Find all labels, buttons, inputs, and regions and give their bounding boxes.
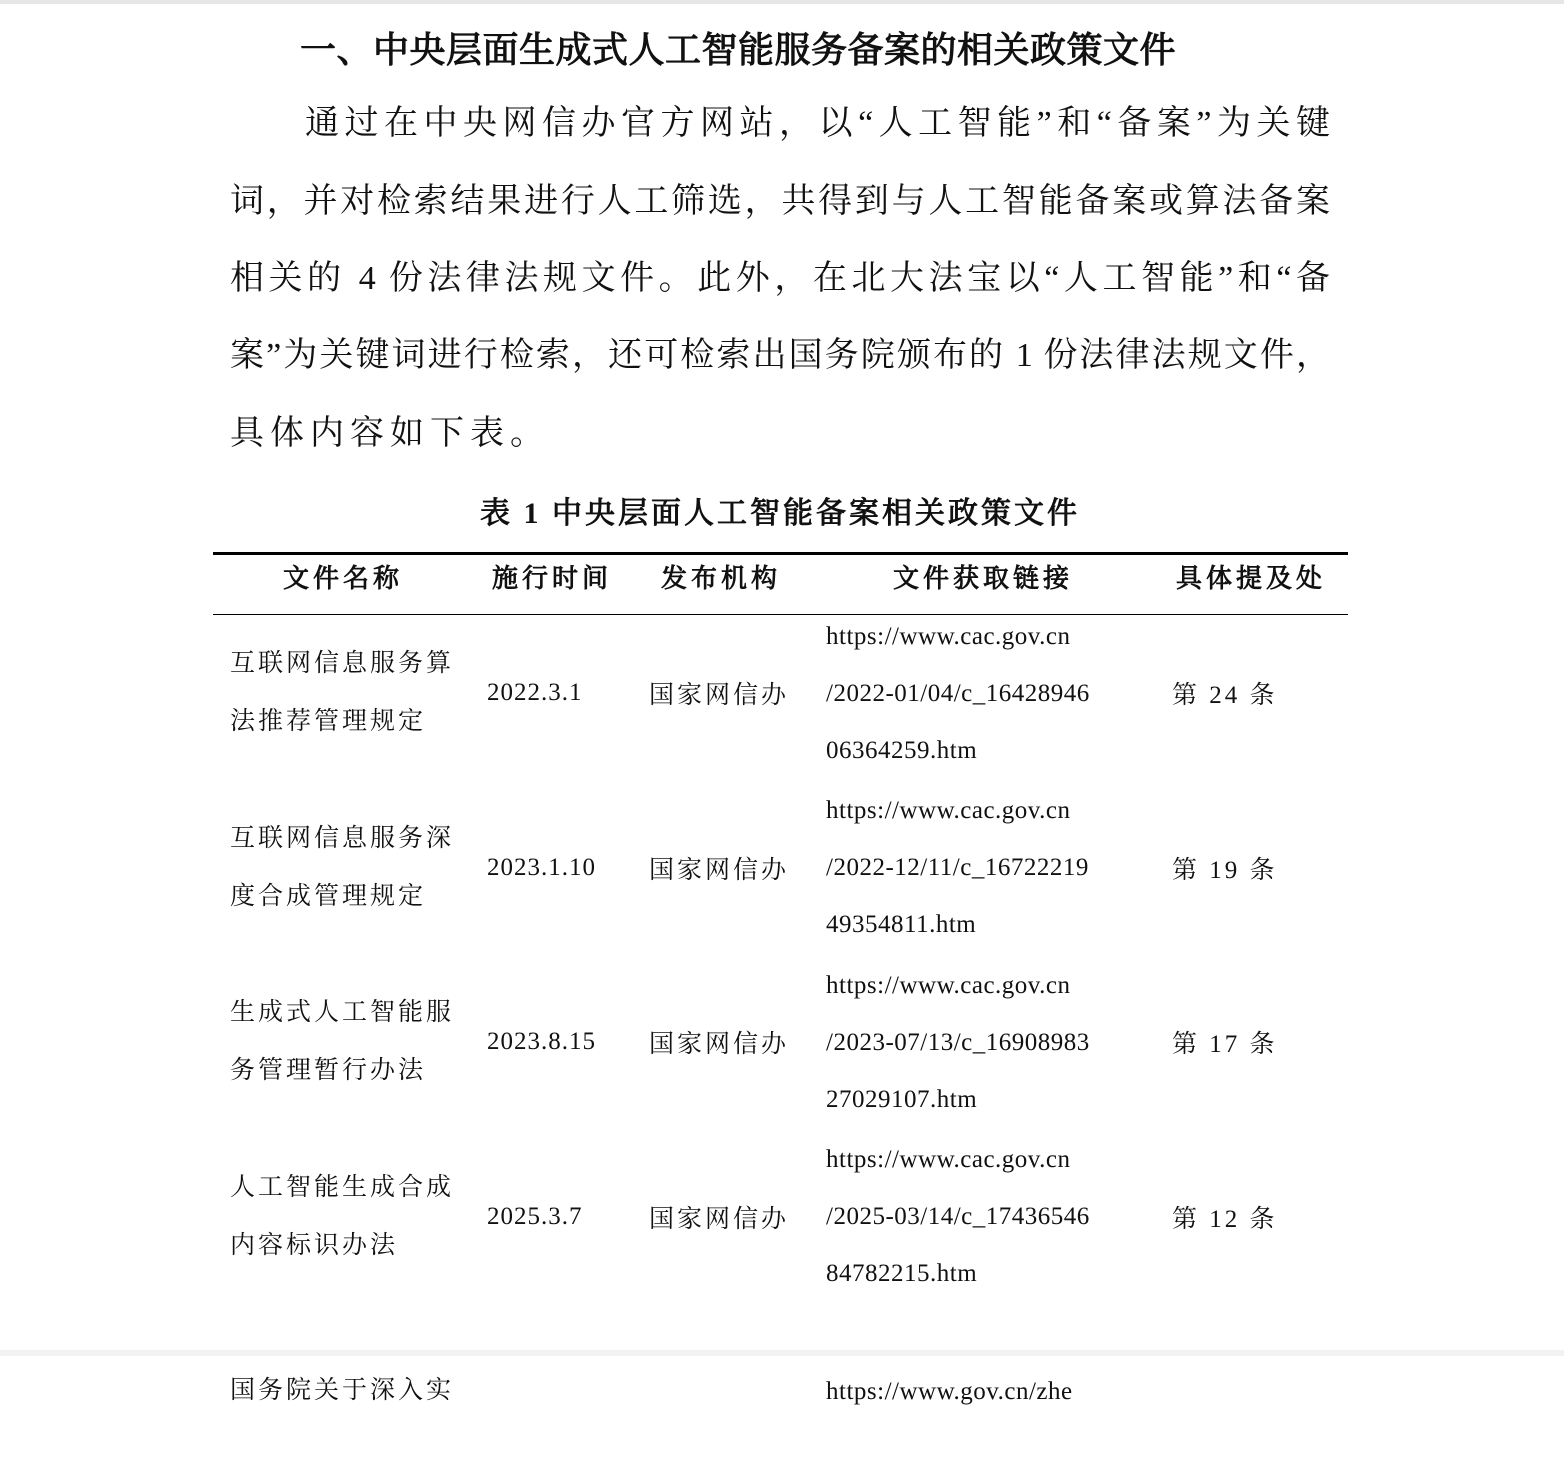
paragraph-line: 词，并对检索结果进行人工筛选，共得到与人工智能备案或算法备案	[230, 183, 1330, 220]
file-name-cell	[230, 1130, 470, 1304]
paragraph-line: 案”为关键词进行检索，还可检索出国务院颁布的 1 份法律法规文件，	[230, 337, 1330, 374]
table-top-rule	[213, 552, 1348, 555]
file-name-cell-line: 互联网信息服务深	[230, 824, 455, 852]
issuer-cell	[649, 955, 789, 1129]
date-cell	[487, 781, 596, 955]
issuer-cell	[649, 606, 789, 780]
link-cell-line: 49354811.htm	[826, 911, 977, 938]
section-heading: 一、中央层面生成式人工智能服务备案的相关政策文件	[300, 29, 1177, 70]
date-cell	[487, 606, 583, 780]
file-name-cell	[230, 606, 470, 780]
article-cell	[1172, 781, 1278, 955]
date-cell-line: 2022.3.1	[487, 679, 583, 706]
link-cell-line: https://www.gov.cn/zhe	[826, 1377, 1073, 1405]
link-cell	[826, 955, 1090, 1129]
caption-text: 表 1 中央层面人工智能备案相关政策文件	[480, 497, 1080, 530]
file-name-cell-line: 度合成管理规定	[230, 882, 427, 910]
header-issuer: 发布机构	[660, 564, 782, 593]
top-edge	[0, 0, 1564, 4]
date-cell-line: 2023.1.10	[487, 853, 596, 881]
link-cell-line: https://www.cac.gov.cn	[826, 622, 1071, 650]
paragraph-line: 相关的 4 份法律法规文件。此外，在北大法宝以“人工智能”和“备	[230, 260, 1330, 297]
bottom-edge	[0, 1350, 1564, 1356]
file-name-cell-line: 内容标识办法	[230, 1231, 399, 1259]
header-effective-date: 施行时间	[491, 564, 613, 593]
link-cell-line: https://www.cac.gov.cn	[826, 971, 1071, 999]
date-cell-line: 2025.3.7	[487, 1202, 583, 1230]
article-cell-line: 第 24 条	[1172, 682, 1278, 709]
link-cell-line: /2025-03/14/c_17436546	[826, 1203, 1090, 1230]
article-cell-line: 第 19 条	[1172, 856, 1278, 884]
table-row	[213, 1304, 1348, 1478]
link-cell-line: 27029107.htm	[826, 1085, 978, 1113]
article-cell-line: 第 17 条	[1172, 1031, 1278, 1058]
file-name-cell-line: 国务院关于深入实	[230, 1377, 455, 1404]
link-cell-line: 84782215.htm	[826, 1260, 978, 1287]
link-cell-line: https://www.cac.gov.cn	[826, 797, 1071, 824]
link-cell	[826, 781, 1089, 955]
issuer-cell-line: 国家网信办	[649, 682, 790, 709]
table-row	[213, 955, 1348, 1129]
issuer-cell	[649, 1130, 789, 1304]
link-cell-line: /2023-07/13/c_16908983	[826, 1028, 1090, 1056]
file-name-cell	[230, 955, 470, 1129]
file-name-cell-line: 务管理暂行办法	[230, 1057, 427, 1084]
issuer-cell	[649, 781, 789, 955]
link-cell-line: /2022-01/04/c_16428946	[826, 679, 1090, 707]
table-row	[213, 606, 1348, 780]
date-cell	[487, 1130, 583, 1304]
link-cell-line: https://www.cac.gov.cn	[826, 1146, 1071, 1173]
file-name-cell-line: 人工智能生成合成	[230, 1173, 455, 1201]
article-cell	[1172, 955, 1278, 1129]
link-cell-line: /2022-12/11/c_16722219	[826, 854, 1089, 881]
header-link: 文件获取链接	[892, 564, 1074, 593]
link-cell-line: 06364259.htm	[826, 736, 978, 764]
table-row	[213, 1130, 1348, 1304]
file-name-cell-line: 法推荐管理规定	[230, 708, 427, 735]
file-name-cell	[230, 1304, 470, 1478]
link-cell	[826, 1304, 1073, 1478]
file-name-cell	[230, 781, 470, 955]
table-row	[213, 781, 1348, 955]
date-cell-line: 2023.8.15	[487, 1028, 596, 1055]
link-cell	[826, 606, 1090, 780]
file-name-cell-line: 生成式人工智能服	[230, 999, 455, 1026]
paragraph-line: 具体内容如下表。	[230, 415, 550, 452]
issuer-cell-line: 国家网信办	[649, 1031, 790, 1058]
header-file-name: 文件名称	[282, 564, 404, 593]
table-caption	[0, 488, 1564, 532]
issuer-cell-line: 国家网信办	[649, 856, 790, 884]
article-cell	[1172, 1130, 1278, 1304]
issuer-cell-line: 国家网信办	[649, 1205, 790, 1233]
paragraph-line: 通过在中央网信办官方网站，以“人工智能”和“备案”为关键	[305, 105, 1330, 142]
article-cell-line: 第 12 条	[1172, 1205, 1278, 1233]
file-name-cell-line: 互联网信息服务算	[230, 650, 455, 677]
date-cell	[487, 955, 596, 1129]
link-cell	[826, 1130, 1090, 1304]
header-article: 具体提及处	[1175, 564, 1327, 593]
article-cell	[1172, 606, 1278, 780]
